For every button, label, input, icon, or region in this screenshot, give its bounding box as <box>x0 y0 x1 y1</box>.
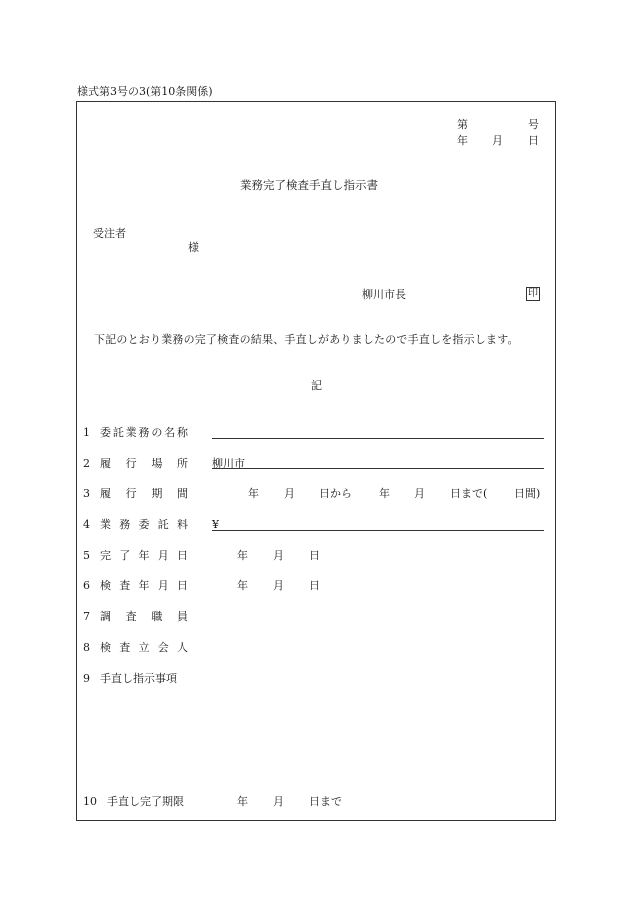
period-year-start: 年 <box>248 487 259 500</box>
ki-heading: 記 <box>311 379 322 392</box>
period-month-end: 月 <box>414 487 425 500</box>
item-label-inspection-date: 検査年月日 <box>100 579 188 592</box>
period-year-end: 年 <box>379 487 390 500</box>
completion-month: 月 <box>273 549 284 562</box>
completion-day: 日 <box>309 549 320 562</box>
seal-icon: 印 <box>528 288 538 299</box>
intro-text: 下記のとおり業務の完了検査の結果、手直しがありましたので手直しを指示します。 <box>94 333 519 346</box>
item-label-contract-name: 委託業務の名称 <box>100 426 188 439</box>
item-label-repair-instructions: 手直し指示事項 <box>100 672 177 685</box>
item-number: 3 <box>83 487 90 500</box>
inspection-day: 日 <box>309 579 320 592</box>
item-label-witness: 検査立会人 <box>100 641 188 654</box>
deadline-year: 年 <box>237 795 248 808</box>
item-number: 10 <box>83 795 97 808</box>
completion-year: 年 <box>237 549 248 562</box>
period-day-start: 日から <box>319 487 352 500</box>
item-label-period: 履行期間 <box>100 487 188 500</box>
item-label-completion-date: 完了年月日 <box>100 549 188 562</box>
item-number: 2 <box>83 457 90 470</box>
item-label-fee: 業務委託料 <box>100 518 188 531</box>
deadline-month: 月 <box>273 795 284 808</box>
item-number: 9 <box>83 672 90 685</box>
item-number: 6 <box>83 579 90 592</box>
number-prefix: 第 <box>457 118 468 131</box>
period-month-start: 月 <box>284 487 295 500</box>
item-number: 1 <box>83 426 90 439</box>
number-suffix: 号 <box>528 118 539 131</box>
underline-contract-name <box>212 438 544 439</box>
inspection-year: 年 <box>237 579 248 592</box>
item-value-fee: ¥ <box>212 518 219 531</box>
period-days: 日間) <box>514 487 541 500</box>
underline-fee <box>212 530 544 531</box>
underline-location <box>212 468 544 469</box>
item-number: 5 <box>83 549 90 562</box>
period-day-end: 日まで( <box>450 487 488 500</box>
recipient-label: 受注者 <box>93 227 126 240</box>
inspection-month: 月 <box>273 579 284 592</box>
item-number: 7 <box>83 610 90 623</box>
recipient-honorific: 様 <box>188 241 199 254</box>
document-title: 業務完了検査手直し指示書 <box>240 178 378 192</box>
header-year: 年 <box>457 134 468 147</box>
form-caption: 様式第3号の3(第10条関係) <box>77 85 213 98</box>
deadline-day: 日まで <box>309 795 342 808</box>
item-label-location: 履行場所 <box>100 457 188 470</box>
item-label-survey-staff: 調査職員 <box>100 610 188 623</box>
item-label-repair-deadline: 手直し完了期限 <box>107 795 184 808</box>
sender-name: 柳川市長 <box>362 288 406 301</box>
header-month: 月 <box>492 134 503 147</box>
item-number: 8 <box>83 641 90 654</box>
header-day: 日 <box>528 134 539 147</box>
item-value-location: 柳川市 <box>212 457 245 470</box>
item-number: 4 <box>83 518 90 531</box>
